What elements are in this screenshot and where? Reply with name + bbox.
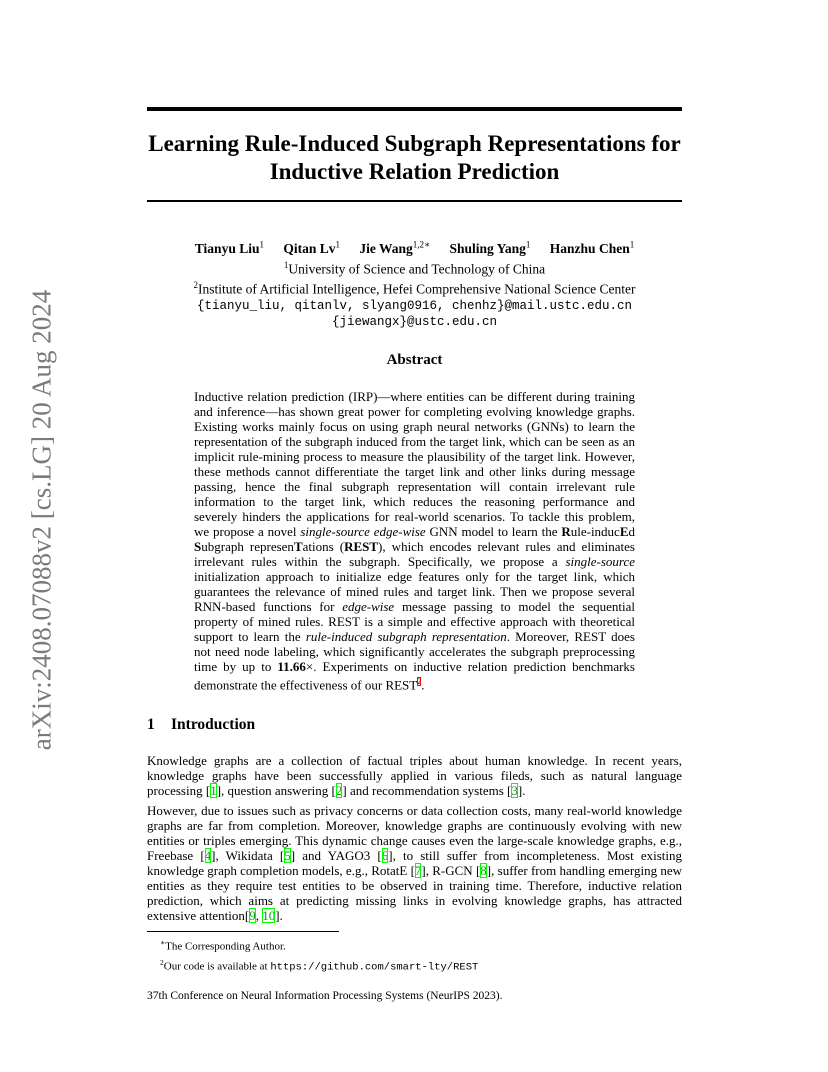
arxiv-stamp-text: arXiv:2408.07088v2 [cs.LG] 20 Aug 2024 bbox=[26, 289, 57, 751]
author-names bbox=[147, 236, 682, 257]
citation-link[interactable]: 6 bbox=[381, 848, 389, 863]
author-name: Hanzhu Chen$^1$ bbox=[549, 239, 635, 256]
title-bottom-rule bbox=[147, 200, 682, 202]
citation-link[interactable]: 3 bbox=[511, 783, 518, 798]
citation-link[interactable]: 10 bbox=[262, 908, 276, 923]
abstract-heading: Abstract bbox=[386, 352, 443, 368]
arxiv-identifier-stamp bbox=[22, 280, 62, 760]
author-name: Shuling Yang$^1$ bbox=[449, 239, 531, 256]
footnote-ref-link[interactable]: 2 bbox=[417, 677, 422, 686]
author-name: Qitan Lv$^1$ bbox=[283, 239, 340, 256]
author-name: Jie Wang$^{1,2∗}$ bbox=[359, 239, 431, 256]
title-top-rule bbox=[147, 107, 682, 111]
intro-paragraph-2: However, due to issues such as privacy concerns or data collection costs, many real-world knowledge graphs are far from completion. Moreover, knowledge graphs are continuously evolving with new entities or triples emerging. This dynamic change causes even the large-scale knowledge graphs, e.g., Freebase [4], Wikidata [5] and YAGO3 [6], to still suffer from incompleteness. Most existing knowledge graph completion models, e.g., RotatE [7], R-GCN [8], suffer from handling emerging new entities as they require test entities to be observed in training time. Therefore, inductive relation prediction, which aims at predicting missing links in evolving knowledge graphs, has attracted extensive attention[9, 10]. bbox=[147, 803, 683, 923]
affiliation-2: $^2$Institute of Artificial Intelligence, Hefei Comprehensive National Science Center bbox=[193, 280, 636, 297]
paper-title: Learning Rule-Induced Subgraph Representations for Inductive Relation Prediction bbox=[148, 131, 681, 184]
code-url-link[interactable]: https://github.com/smart-lty/REST bbox=[270, 961, 479, 974]
section-heading: 1 Introduction bbox=[147, 716, 256, 733]
author-name: Tianyu Liu$^1$ bbox=[194, 239, 264, 256]
citation-link[interactable]: 9 bbox=[249, 908, 256, 923]
footnote-rule bbox=[147, 931, 339, 932]
citation-link[interactable]: 5 bbox=[284, 848, 291, 863]
email-line-1: {tianyu_liu, qitanlv, slyang0916, chenhz}@mail.ustc.edu.cn bbox=[196, 298, 633, 313]
footnote-code: $^2$Our code is available at https://github.com/smart-lty/REST bbox=[160, 957, 479, 974]
citation-link[interactable]: 2 bbox=[335, 783, 343, 798]
citation-link[interactable]: 4 bbox=[204, 848, 212, 863]
citation-link[interactable]: 8 bbox=[480, 863, 487, 878]
citation-link[interactable]: 7 bbox=[414, 863, 422, 878]
abstract-body: Inductive relation prediction (IRP)—where entities can be different during training and inference—has shown great power for completing evolving knowledge graphs. Existing works mainly focus on using graph neural networks (GNNs) to learn the representation of the subgraph induced from the target link, which can be seen as an implicit rule-mining process to measure the plausibility of the target link. However, these methods cannot differentiate the target link and other links during message passing, hence the final subgraph representation will contain irrelevant rule information to the target link, which reduces the reasoning performance and severely hinders the applications for real-world scenarios. To tackle this problem, we propose a novel single-source edge-wise GNN model to learn the Rule-inducEd Subgraph represenTations (REST), which encodes relevant rules and eliminates irrelevant rules within the subgraph. Specifically, we propose a single-source initialization approach to initialize edge features only for the target link, which guarantees the relevance of mined rules and target link. Then we propose several RNN-based functions for edge-wise message passing to model the sequential property of mined rules. REST is a simple and effective approach with theoretical support to learn the rule-induced subgraph representation. Moreover, REST does not need node labeling, which significantly accelerates the subgraph preprocessing time by up to 11.66×. Experiments on inductive relation prediction benchmarks demonstrate the effectiveness of our REST$^2$. bbox=[194, 389, 635, 693]
intro-paragraph-1: Knowledge graphs are a collection of factual triples about human knowledge. In recent years, knowledge graphs have been successfully applied in various fileds, such as natural language processing [1], question answering [2] and recommendation systems [3]. bbox=[147, 753, 682, 798]
footnotes bbox=[160, 935, 478, 975]
conference-note: 37th Conference on Neural Information Processing Systems (NeurIPS 2023). bbox=[147, 990, 503, 1002]
footnote-corresponding: ∗The Corresponding Author. bbox=[160, 938, 286, 953]
citation-link[interactable]: 1 bbox=[210, 783, 217, 798]
email-line-2: {jiewangx}@ustc.edu.cn bbox=[331, 314, 498, 329]
affiliation-1: $^1$University of Science and Technology of China bbox=[283, 259, 546, 276]
author-block bbox=[147, 236, 682, 330]
